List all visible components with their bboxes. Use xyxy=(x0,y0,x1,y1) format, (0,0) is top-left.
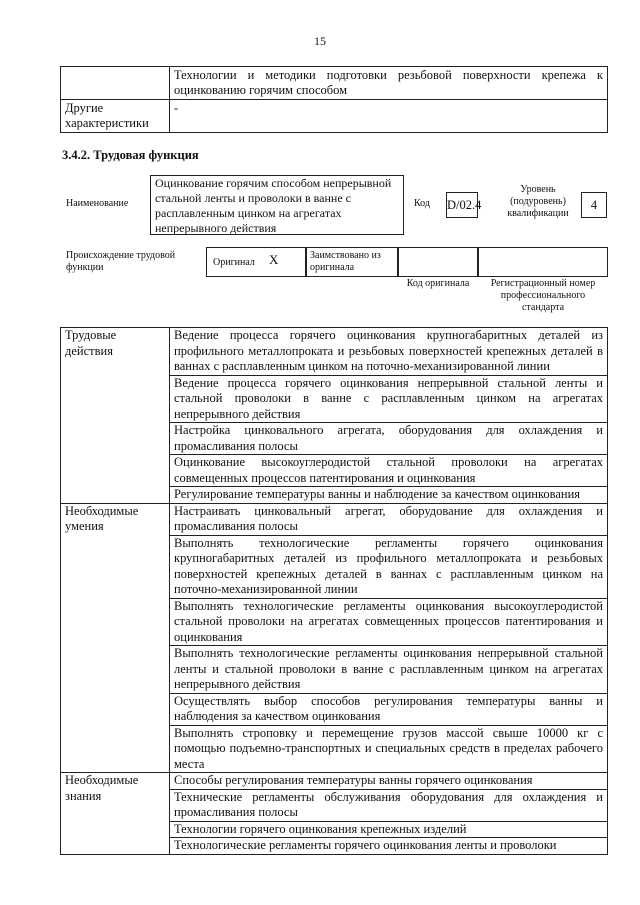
table-row xyxy=(61,100,608,133)
table-row xyxy=(61,67,608,100)
section-item: Оцинкование высокоуглеродистой стальной проволоки на агрегатах совмещенных процессов патентирования и оцинкования xyxy=(170,455,608,487)
section-item: Регулирование температуры ванны и наблюдение за качеством оцинкования xyxy=(170,487,608,504)
section-label: Необходимые умения xyxy=(61,503,170,773)
table-row xyxy=(61,503,608,535)
section-item: Технические регламенты обслуживания оборудования для охлаждения и промасливания полосы xyxy=(170,789,608,821)
section-title: 3.4.2. Трудовая функция xyxy=(62,148,199,162)
function-name-box: Оцинкование горячим способом непрерывной стальной ленты и проволоки в ванне с расплавленным цинком на агрегатах непрерывного действия xyxy=(150,175,404,235)
section-item: Ведение процесса горячего оцинкования крупногабаритных деталей из профильного металлопроката и резьбовых поверхностей крепежных деталей в ваннах с расплавленным цинком на поточно-механизированной линии xyxy=(170,328,608,376)
section-item: Выполнять технологические регламенты оцинкования высокоуглеродистой стальной проволоки на агрегатах совмещенных процессов патентирования и оцинкования xyxy=(170,598,608,646)
code-label: Код xyxy=(414,198,430,209)
borrowed-cell: Заимствовано из оригинала xyxy=(306,247,398,277)
row-label: Другие характеристики xyxy=(61,100,170,133)
section-item: Осуществлять выбор способов регулирования температуры ванны и наблюдения за качеством оцинкования xyxy=(170,693,608,725)
original-cell xyxy=(206,247,306,277)
table-cell-empty xyxy=(61,67,170,100)
table-row xyxy=(61,328,608,376)
original-label: Оригинал xyxy=(213,257,255,268)
origin-label: Происхождение трудовой функции xyxy=(66,250,176,273)
section-item: Настраивать цинковальный агрегат, оборудование для охлаждения и промасливания полосы xyxy=(170,503,608,535)
table-cell: - xyxy=(170,100,608,133)
section-item: Выполнять строповку и перемещение грузов массой свыше 10000 кг с помощью подъемно-транспортных и специальных средств в пределах рабочего места xyxy=(170,725,608,773)
page-number: 15 xyxy=(314,34,326,48)
original-mark: X xyxy=(269,252,279,267)
table-cell: Технологии и методики подготовки резьбовой поверхности крепежа к оцинкованию горячим способом xyxy=(170,67,608,100)
name-label: Наименование xyxy=(66,198,129,209)
code-original-cell xyxy=(398,247,478,277)
section-item: Технологические регламенты горячего оцинкования ленты и проволоки xyxy=(170,838,608,855)
function-details-table xyxy=(60,327,608,855)
section-item: Настройка цинковального агрегата, оборудования для охлаждения и промасливания полосы xyxy=(170,423,608,455)
reg-number-cell xyxy=(478,247,608,277)
code-value: D/02.4 xyxy=(446,192,478,218)
section-label: Необходимые знания xyxy=(61,773,170,855)
continuation-table xyxy=(60,66,608,133)
reg-number-label: Регистрационный номер профессионального стандарта xyxy=(490,278,596,313)
level-label: Уровень (подуровень) квалификации xyxy=(507,184,569,219)
section-item: Выполнять технологические регламенты горячего оцинкования крупногабаритных деталей из профильного металлопроката и резьбовых поверхностей крепежных деталей в ваннах с расплавленным цинком на поточно-механизированной линии xyxy=(170,535,608,598)
table-row xyxy=(61,773,608,790)
section-item: Способы регулирования температуры ванны горячего оцинкования xyxy=(170,773,608,790)
code-original-label: Код оригинала xyxy=(406,278,470,289)
section-item: Технологии горячего оцинкования крепежных изделий xyxy=(170,821,608,838)
level-value: 4 xyxy=(581,192,607,218)
section-label: Трудовые действия xyxy=(61,328,170,504)
section-item: Выполнять технологические регламенты оцинкования непрерывной стальной ленты и стальной проволоки в ванне с расплавленным цинком на агрегатах непрерывного действия xyxy=(170,646,608,694)
section-item: Ведение процесса горячего оцинкования непрерывной стальной ленты и стальной проволоки в ванне с расплавленным цинком на агрегатах непрерывного действия xyxy=(170,375,608,423)
